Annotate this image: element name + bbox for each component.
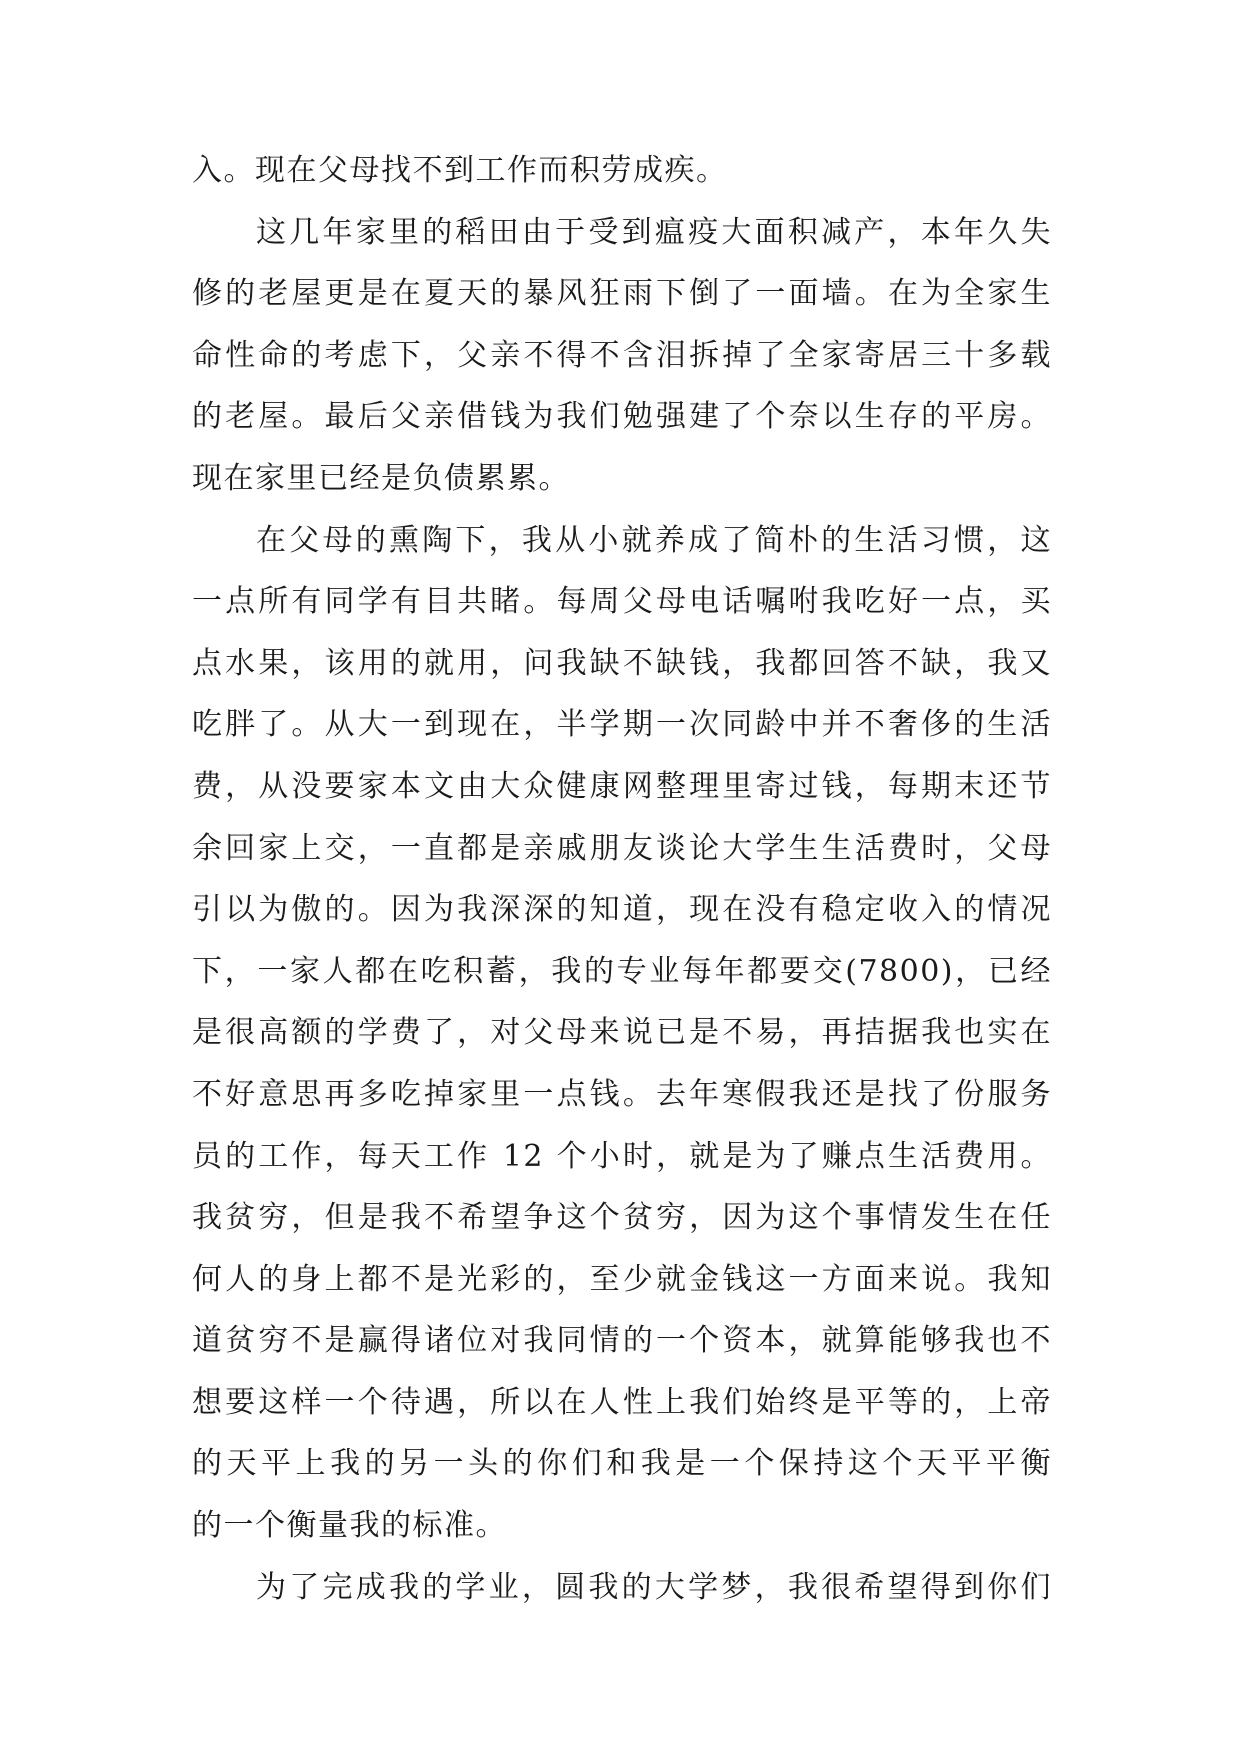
text-line: 道贫穷不是赢得诸位对我同情的一个资本，就算能够我也不 <box>192 1323 1052 1359</box>
text-line: 一点所有同学有目共睹。每周父母电话嘱咐我吃好一点，买 <box>192 584 1052 620</box>
text-line: 的老屋。最后父亲借钱为我们勉强建了个奈以生存的平房。 <box>192 399 1052 435</box>
text-line: 现在家里已经是负债累累。 <box>192 460 570 496</box>
text-line: 我贫穷，但是我不希望争这个贫穷，因为这个事情发生在任 <box>192 1200 1052 1236</box>
text-line: 修的老屋更是在夏天的暴风狂雨下倒了一面墙。在为全家生 <box>192 276 1052 312</box>
text-line: 下，一家人都在吃积蓄，我的专业每年都要交(7800)，已经 <box>192 953 1052 989</box>
text-line: 的一个衡量我的标准。 <box>192 1508 507 1544</box>
text-line: 引以为傲的。因为我深深的知道，现在没有稳定收入的情况 <box>192 892 1052 928</box>
text-line: 为了完成我的学业，圆我的大学梦，我很希望得到你们 <box>256 1569 1052 1605</box>
text-line: 想要这样一个待遇，所以在人性上我们始终是平等的，上帝 <box>192 1384 1052 1420</box>
text-line: 命性命的考虑下，父亲不得不含泪拆掉了全家寄居三十多载 <box>192 337 1052 373</box>
text-line: 不好意思再多吃掉家里一点钱。去年寒假我还是找了份服务 <box>192 1076 1052 1112</box>
text-line: 余回家上交，一直都是亲戚朋友谈论大学生生活费时，父母 <box>192 830 1052 866</box>
text-line: 入。现在父母找不到工作而积劳成疾。 <box>192 153 728 188</box>
text-line: 何人的身上都不是光彩的，至少就金钱这一方面来说。我知 <box>192 1261 1052 1297</box>
text-line: 在父母的熏陶下，我从小就养成了简朴的生活习惯，这 <box>256 522 1052 558</box>
text-line: 吃胖了。从大一到现在，半学期一次同龄中并不奢侈的生活 <box>192 707 1052 743</box>
text-line: 这几年家里的稻田由于受到瘟疫大面积减产，本年久失 <box>256 214 1052 250</box>
text-line: 的天平上我的另一头的你们和我是一个保持这个天平平衡 <box>192 1446 1052 1482</box>
text-line: 员的工作，每天工作 12 个小时，就是为了赚点生活费用。 <box>192 1138 1052 1174</box>
text-line: 费，从没要家本文由大众健康网整理里寄过钱，每期末还节 <box>192 768 1052 804</box>
document-body <box>192 140 1052 1618</box>
text-line: 是很高额的学费了，对父母来说已是不易，再拮据我也实在 <box>192 1015 1052 1051</box>
text-line: 点水果，该用的就用，问我缺不缺钱，我都回答不缺，我又 <box>192 645 1052 681</box>
